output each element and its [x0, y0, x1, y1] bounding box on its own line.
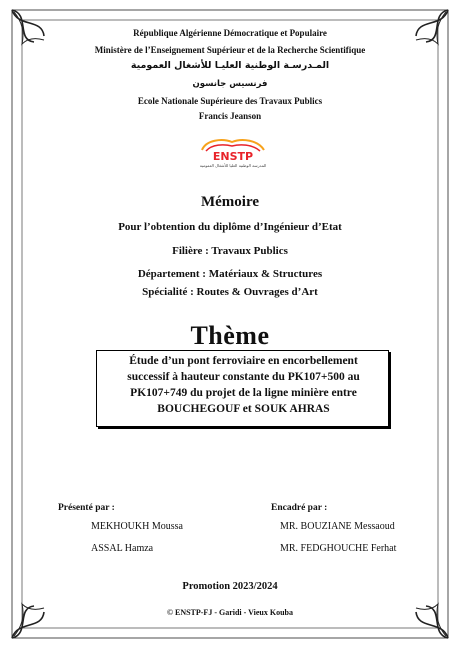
theme-line: PK107+749 du projet de la ligne minière entre [130, 387, 357, 399]
document-purpose: Pour l’obtention du diplôme d’Ingénieur d’Etat [118, 221, 342, 233]
theme-line: successif à hauteur constante du PK107+500 au [127, 371, 360, 383]
supervisor-name: MR. BOUZIANE Messaoud [280, 521, 395, 532]
enstp-logo [196, 136, 270, 170]
supervised-by-label: Encadré par : [271, 503, 328, 513]
student-name: ASSAL Hamza [91, 543, 154, 554]
francis-jeanson: Francis Jeanson [198, 111, 262, 121]
specialite: Spécialité : Routes & Ouvrages d’Art [142, 286, 318, 298]
theme-heading: Thème [190, 321, 270, 350]
presented-by-label: Présenté par : [58, 503, 115, 513]
logo-text: ENSTP [212, 150, 254, 163]
filiere: Filière : Travaux Publics [172, 245, 288, 257]
ministry-heading: Ministère de l’Enseignement Supérieur et de la Recherche Scientifique [94, 45, 366, 55]
supervisor-name: MR. FEDGHOUCHE Ferhat [280, 543, 397, 554]
student-name: MEKHOUKH Moussa [91, 521, 183, 532]
theme-line: Étude d’un pont ferroviaire en encorbellement [129, 355, 358, 367]
school-name-arabic: المـدرسـة الوطنية العليـا للأشغال العمومية [130, 60, 330, 71]
document-type: Mémoire [200, 194, 260, 210]
republic-heading: République Algérienne Démocratique et Populaire [133, 28, 327, 38]
logo-subtitle: المدرسة الوطنية العليا للأشغال العمومية [199, 163, 267, 168]
theme-line: BOUCHEGOUF et SOUK AHRAS [157, 403, 330, 415]
francis-jeanson-arabic: فرنسيس جانسون [192, 79, 268, 89]
departement: Département : Matériaux & Structures [137, 268, 323, 280]
theme-box [96, 350, 389, 427]
school-name: Ecole Nationale Supérieure des Travaux Publics [137, 96, 323, 106]
footer-copyright: © ENSTP-FJ - Garidi - Vieux Kouba [167, 608, 293, 617]
promotion: Promotion 2023/2024 [182, 581, 278, 592]
